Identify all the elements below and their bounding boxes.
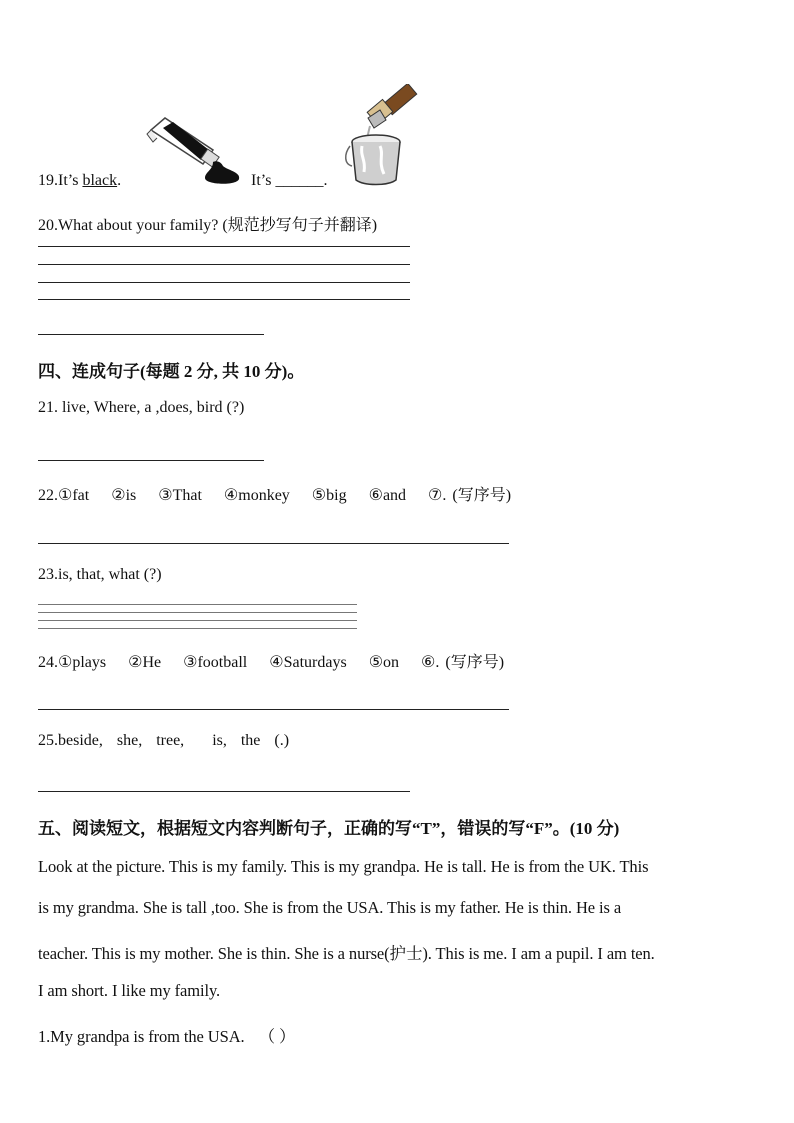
q20-text: 20.What about your family? (规范抄写句子并翻译) <box>38 217 378 234</box>
judgement-item <box>38 1023 295 1047</box>
writing-line[interactable] <box>38 620 357 621</box>
answer-line[interactable] <box>38 334 264 335</box>
q24-note: (写序号) <box>445 654 505 671</box>
q22-option: ⑤big <box>311 487 347 504</box>
q24-option: ②He <box>128 654 162 671</box>
q24-option: ⑤on <box>368 654 400 671</box>
q22-option: ①fat <box>58 487 90 504</box>
answer-line[interactable] <box>38 264 410 265</box>
q22-option: ②is <box>111 487 137 504</box>
q22-option: ③That <box>158 487 202 504</box>
passage-line: is my grandma. She is tall ,too. She is from the USA. This is my father. He is thin. He is a <box>38 898 622 917</box>
q24-option: ⑥. <box>421 654 440 671</box>
q25-word: is, <box>212 732 227 749</box>
q24-line <box>38 649 504 672</box>
writing-line[interactable] <box>38 604 357 605</box>
passage-line: I am short. I like my family. <box>38 981 221 1000</box>
q22-option: ④monkey <box>223 487 290 504</box>
passage-line: teacher. This is my mother. She is thin. She is a nurse(护士). This is me. I am a pupil. I am ten. <box>38 944 655 963</box>
q24-option: ④Saturdays <box>269 654 347 671</box>
answer-line[interactable] <box>38 460 264 461</box>
answer-line[interactable] <box>38 543 509 544</box>
answer-line[interactable] <box>38 282 410 283</box>
answer-bracket[interactable]: （ ） <box>258 1027 296 1046</box>
judgement-item-text: 1.My grandpa is from the USA. <box>38 1027 245 1046</box>
section4-heading: 四、连成句子(每题 2 分, 共 10 分)。 <box>38 362 305 381</box>
answer-line[interactable] <box>38 709 509 710</box>
q22-option: ⑦. <box>428 487 447 504</box>
q22-note: (写序号) <box>452 487 512 504</box>
answer-line[interactable] <box>38 246 410 247</box>
section5-heading: 五、阅读短文，根据短文内容判断句子，正确的写“T”，错误的写“F”。(10 分) <box>38 819 620 838</box>
black-paint-tube-icon <box>143 112 243 187</box>
q25-word: (.) <box>274 732 290 749</box>
q25-line <box>38 732 289 750</box>
q24-number: 24. <box>38 654 58 671</box>
q25-word: 25.beside, <box>38 732 103 749</box>
q24-option: ①plays <box>58 654 107 671</box>
q22-line <box>38 482 511 505</box>
q19-line <box>38 172 121 190</box>
writing-line[interactable] <box>38 628 357 629</box>
q21-text: 21. live, Where, a ,does, bird (?) <box>38 399 245 416</box>
q19-prefix: 19.It’s <box>38 172 83 189</box>
q19-second <box>251 172 327 190</box>
q25-word: she, <box>116 732 143 749</box>
answer-line[interactable] <box>38 299 410 300</box>
white-paint-bucket-icon <box>340 84 430 188</box>
q19-blank: ______ <box>275 172 324 189</box>
writing-line[interactable] <box>38 612 357 613</box>
q24-option: ③football <box>183 654 248 671</box>
q19-dot: . <box>117 172 122 189</box>
q25-word: the <box>240 732 261 749</box>
q22-number: 22. <box>38 487 58 504</box>
answer-line[interactable] <box>38 791 410 792</box>
q22-option: ⑥and <box>368 487 407 504</box>
q19-end: . <box>323 172 328 189</box>
q19-word: black <box>82 172 118 189</box>
q25-word: tree, <box>156 732 185 749</box>
passage-line: Look at the picture. This is my family. This is my grandpa. He is tall. He is from the UK. This <box>38 857 649 876</box>
q23-text: 23.is, that, what (?) <box>38 566 162 583</box>
q19-second-text: It’s <box>251 172 272 189</box>
